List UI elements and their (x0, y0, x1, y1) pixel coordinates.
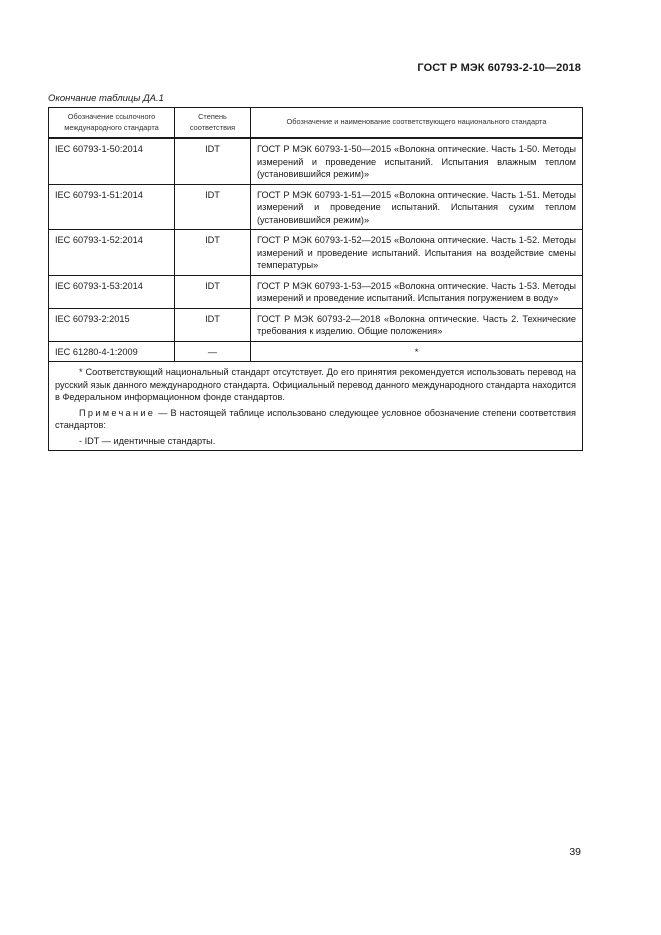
column-header-degree: Степень соответствия (175, 108, 251, 139)
international-standard-code: IEC 60793-1-51:2014 (49, 184, 175, 230)
degree-of-correspondence: IDT (175, 230, 251, 276)
national-standard-name: ГОСТ Р МЭК 60793-1-51—2015 «Волокна оптические. Часть 1-51. Методы измерений и проведение испытаний. Испытания сухим теплом (установившийся режим)» (251, 184, 583, 230)
degree-of-correspondence: IDT (175, 184, 251, 230)
national-standard-name: ГОСТ Р МЭК 60793-1-53—2015 «Волокна оптические. Часть 1-53. Методы измерений и проведение испытаний. Испытания погружением в воду» (251, 275, 583, 308)
note (55, 407, 576, 432)
page-number: 39 (569, 846, 581, 858)
degree-of-correspondence: IDT (175, 308, 251, 341)
table-caption: Окончание таблицы ДА.1 (48, 93, 164, 104)
table-row (49, 184, 583, 230)
national-standard-name: ГОСТ Р МЭК 60793-1-50—2015 «Волокна оптические. Часть 1-50. Методы измерений и проведение испытаний. Испытания влажным теплом (установившийся режим)» (251, 138, 583, 184)
table-notes-row (49, 362, 583, 451)
legend-item: - IDT — идентичные стандарты. (79, 435, 216, 446)
degree-of-correspondence: IDT (175, 138, 251, 184)
table-notes (49, 362, 583, 451)
table-row (49, 230, 583, 276)
table-row (49, 138, 583, 184)
column-header-national-standard: Обозначение и наименование соответствующего национального стандарта (251, 108, 583, 139)
national-standard-name: ГОСТ Р МЭК 60793-2—2018 «Волокна оптические. Часть 2. Технические требования к изделию. Общие положения» (251, 308, 583, 341)
international-standard-code: IEC 60793-2:2015 (49, 308, 175, 341)
degree-of-correspondence: — (175, 341, 251, 362)
standards-correspondence-table (48, 107, 583, 451)
national-standard-name: * (251, 341, 583, 362)
footnote: * Соответствующий национальный стандарт отсутствует. До его принятия рекомендуется использовать перевод на русский язык данного международного стандарта. Официальный перевод данного международного стандарта находится в Федеральном информационном фонде стандартов. (55, 367, 576, 402)
document-code-header: ГОСТ Р МЭК 60793-2-10—2018 (417, 62, 581, 74)
international-standard-code: IEC 60793-1-53:2014 (49, 275, 175, 308)
degree-of-correspondence: IDT (175, 275, 251, 308)
table-row (49, 308, 583, 341)
table-row (49, 341, 583, 362)
international-standard-code: IEC 60793-1-52:2014 (49, 230, 175, 276)
note-text: — В настоящей таблице использовано следующее условное обозначение степени соответствия стандартов: (55, 407, 576, 430)
national-standard-name: ГОСТ Р МЭК 60793-1-52—2015 «Волокна оптические. Часть 1-52. Методы измерений и проведение испытаний. Испытания на воздействие смены температуры» (251, 230, 583, 276)
note-label: Примечание (79, 407, 156, 418)
column-header-international-standard: Обозначение ссылочного международного стандарта (49, 108, 175, 139)
international-standard-code: IEC 61280-4-1:2009 (49, 341, 175, 362)
international-standard-code: IEC 60793-1-50:2014 (49, 138, 175, 184)
table-row (49, 275, 583, 308)
table-header-row (49, 108, 583, 139)
